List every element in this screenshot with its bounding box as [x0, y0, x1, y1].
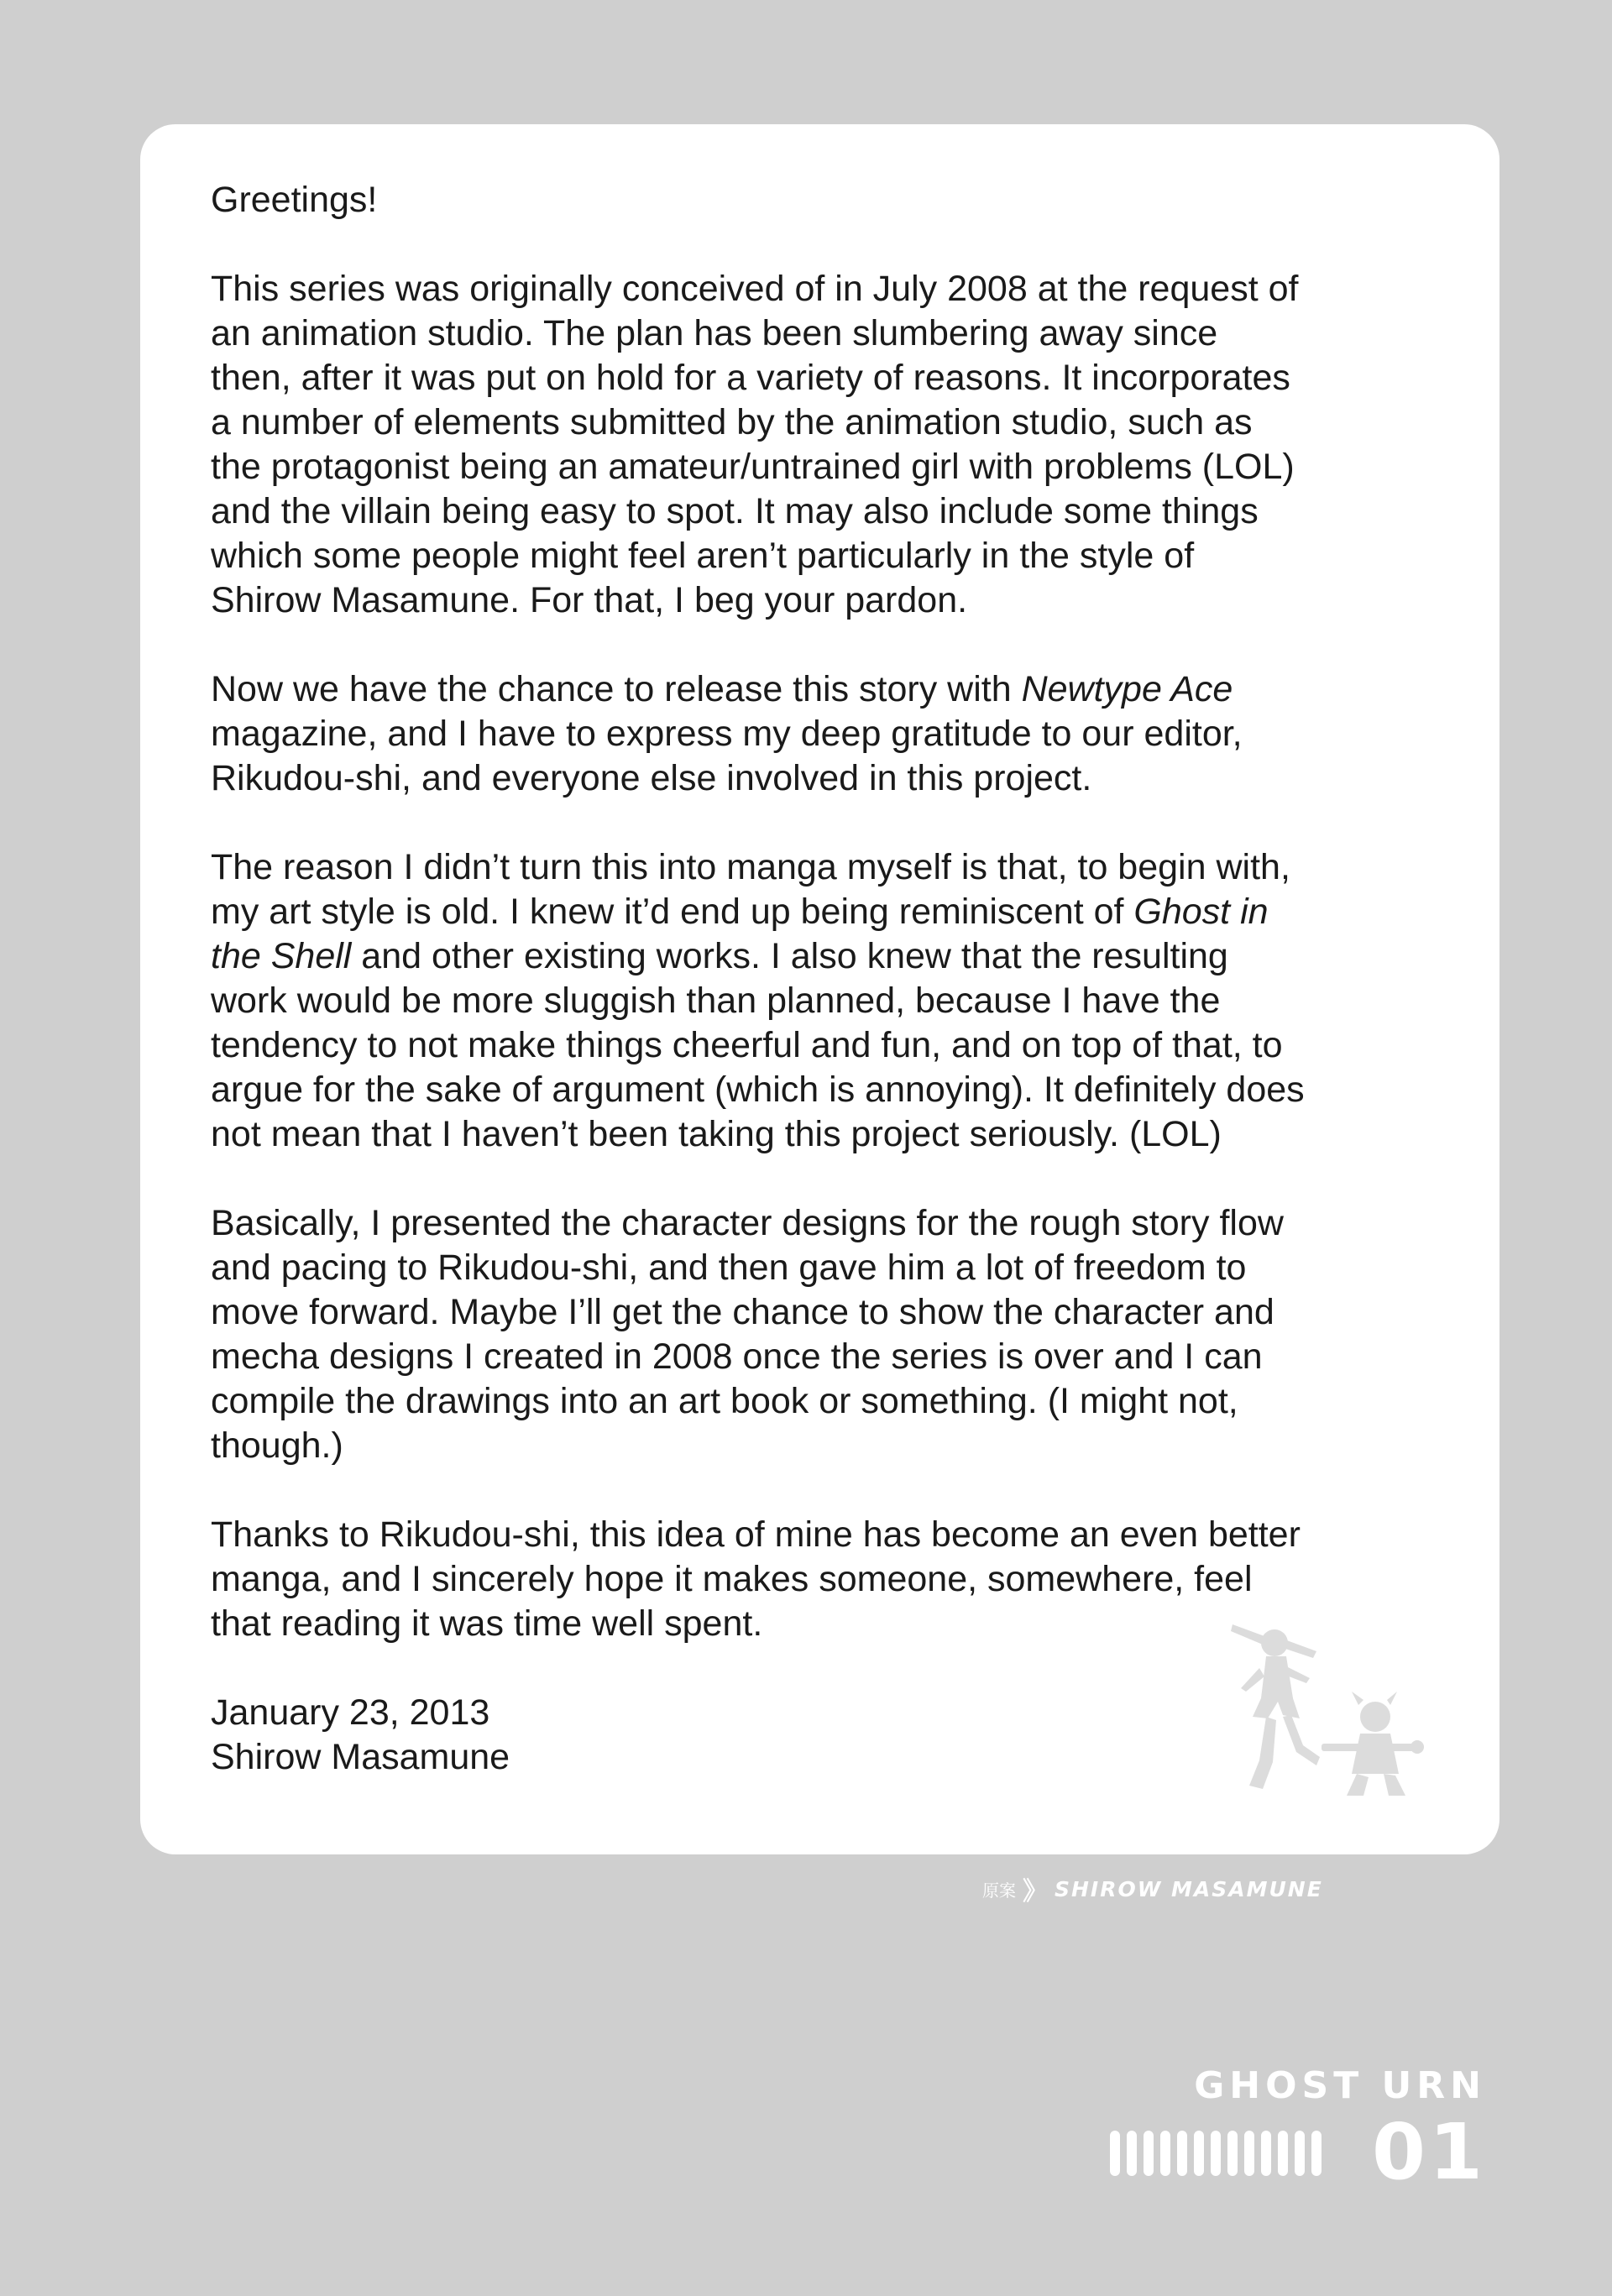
text-line: tendency to not make things cheerful and fun, and on top of that, to: [211, 1025, 1283, 1065]
text-line: though.): [211, 1425, 343, 1466]
volume-number: 01: [1371, 2107, 1486, 2197]
letter-body: [211, 178, 1479, 1780]
double-chevron-icon: 》: [1023, 1877, 1048, 1906]
text-line: magazine, and I have to express my deep gratitude to our editor,: [211, 714, 1243, 754]
text-line: [211, 667, 1479, 712]
text-fragment: my art style is old. I knew it’d end up being reminiscent of: [211, 892, 1134, 932]
work-title: Ghost in: [1133, 892, 1269, 932]
text-line: an animation studio. The plan has been slumbering away since: [211, 313, 1218, 353]
magazine-title: Newtype Ace: [1021, 669, 1233, 709]
credit-name: SHIROW MASAMUNE: [1055, 1876, 1323, 1901]
text-line: The reason I didn’t turn this into manga myself is that, to begin with,: [211, 847, 1290, 887]
text-line: Basically, I presented the character designs for the rough story flow: [211, 1203, 1284, 1243]
text-line: Shirow Masamune. For that, I beg your pardon.: [211, 580, 968, 620]
paragraph-3: [211, 845, 1479, 1157]
barcode-stripes-icon: [1110, 2127, 1330, 2179]
original-concept-credit: [982, 1874, 1323, 1904]
greeting-line: Greetings!: [211, 180, 378, 220]
text-line: a number of elements submitted by the animation studio, such as: [211, 402, 1253, 442]
date: January 23, 2013: [211, 1692, 490, 1733]
text-line: then, after it was put on hold for a variety of reasons. It incorporates: [211, 358, 1290, 398]
logo-title: GHOST URN: [1194, 2064, 1486, 2107]
text-fragment: and other existing works. I also knew that the resulting: [351, 936, 1228, 976]
character-silhouettes-illustration: [1216, 1618, 1434, 1802]
letter-card: [140, 124, 1499, 1854]
text-line: that reading it was time well spent.: [211, 1603, 763, 1644]
paragraph-1: [211, 267, 1479, 623]
text-line: not mean that I haven’t been taking this project seriously. (LOL): [211, 1114, 1222, 1154]
text-line: Thanks to Rikudou-shi, this idea of mine has become an even better: [211, 1514, 1301, 1555]
author-name: Shirow Masamune: [211, 1737, 510, 1777]
text-line: Rikudou-shi, and everyone else involved in this project.: [211, 758, 1092, 798]
text-line: move forward. Maybe I’ll get the chance to show the character and: [211, 1292, 1274, 1332]
greeting: [211, 178, 1479, 222]
text-line: which some people might feel aren’t particularly in the style of: [211, 536, 1195, 576]
paragraph-4: [211, 1201, 1479, 1468]
text-line: manga, and I sincerely hope it makes someone, somewhere, feel: [211, 1559, 1253, 1599]
text-line: [211, 890, 1479, 934]
text-line: the protagonist being an amateur/untrained girl with problems (LOL): [211, 447, 1295, 487]
text-line: argue for the sake of argument (which is annoying). It definitely does: [211, 1070, 1305, 1110]
text-line: and pacing to Rikudou-shi, and then gave him a lot of freedom to: [211, 1247, 1247, 1288]
credit-label: 原案: [982, 1880, 1016, 1901]
series-logo: [1108, 2065, 1486, 2199]
text-line: [211, 934, 1479, 979]
work-title: the Shell: [211, 936, 352, 976]
text-line: compile the drawings into an art book or something. (I might not,: [211, 1381, 1238, 1421]
text-line: work would be more sluggish than planned, because I have the: [211, 981, 1221, 1021]
text-line: mecha designs I created in 2008 once the series is over and I can: [211, 1336, 1263, 1377]
paragraph-2: [211, 667, 1479, 801]
text-line: and the villain being easy to spot. It may also include some things: [211, 491, 1259, 531]
text-fragment: Now we have the chance to release this story with: [211, 669, 1022, 709]
text-line: This series was originally conceived of in July 2008 at the request of: [211, 269, 1299, 309]
